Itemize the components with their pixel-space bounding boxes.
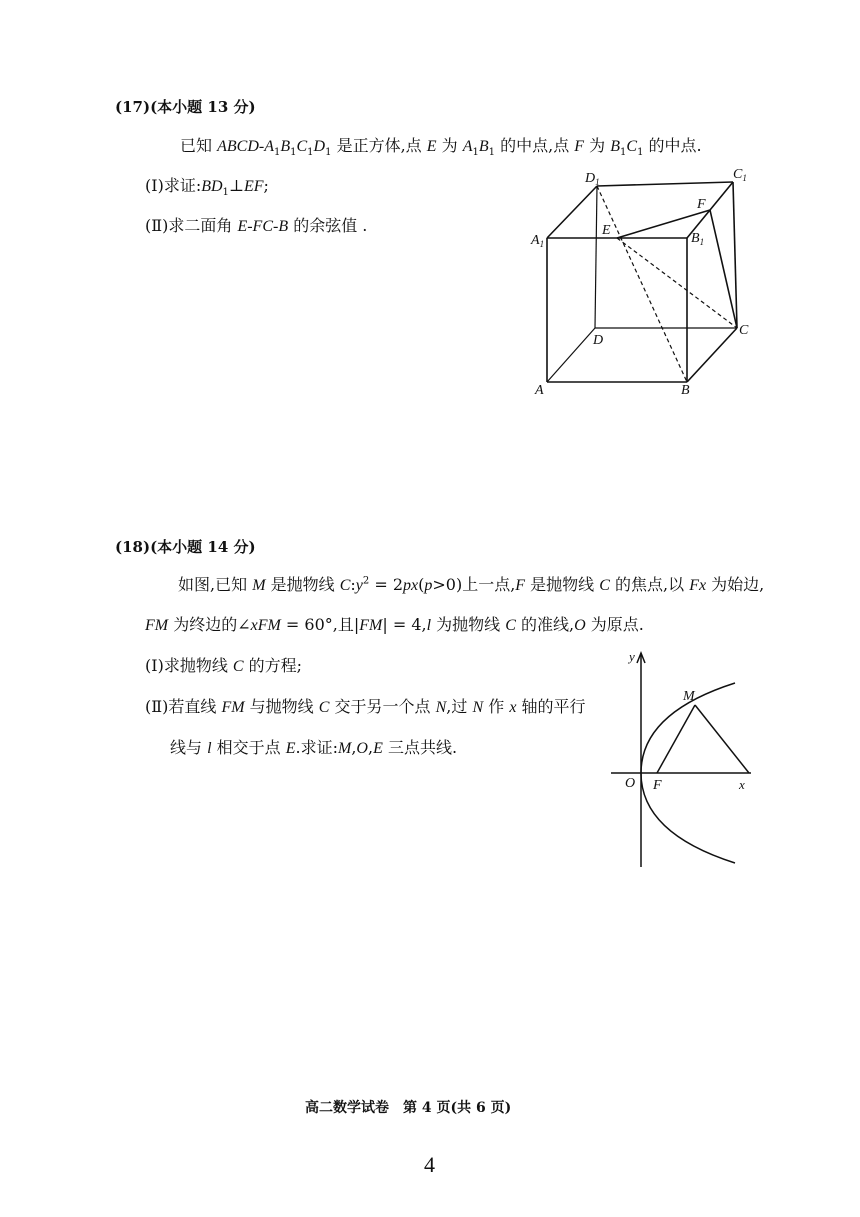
math: BD [201,178,223,195]
math: C [599,577,610,594]
text: 是抛物线 [525,575,600,594]
edge-d-a [547,328,595,382]
text: 与抛物线 [244,697,319,716]
label-b1: $B_1$ [691,231,705,247]
math: y [355,577,363,594]
text: 是正方体,点 [331,136,427,155]
math: O [574,617,586,634]
math: N [435,699,447,716]
text: , [351,738,357,757]
math: ABCD-A [217,138,274,155]
text: 的方程; [243,656,303,675]
part-number: (Ⅰ) [145,176,164,195]
label-y: y [629,649,635,664]
label-b: B [681,383,690,398]
text: 为抛物线 [431,615,506,634]
subscript: 1 [637,147,644,159]
math: ⊥ [228,176,244,195]
math: C [232,658,244,675]
math: Fx [689,577,707,594]
problem-18-part-2-line-2 [170,735,457,758]
math: FM [145,617,169,634]
text: 求证: [163,176,202,195]
text: 求抛物线 [163,656,233,675]
text: .求证: [295,738,338,757]
superscript: 2 [362,575,370,587]
math: B [478,138,489,155]
text: 的准线, [515,615,575,634]
subscript: 1 [290,147,297,159]
math: M [252,577,266,594]
label-c1: $C_1$ [733,167,747,183]
label-e: E [602,223,611,238]
text: 线与 [170,738,208,757]
label-x: x [739,777,745,792]
text: 的中点,点 [495,136,575,155]
label-d1: $D_1$ [585,171,600,187]
subscript: 1 [472,147,479,159]
problem-18-header: (18)(本小题 14 分) [115,538,256,556]
math: B [280,138,291,155]
text: 已知 [180,136,218,155]
text: 如图,已知 [178,575,253,594]
problem-18-part-1 [145,653,302,676]
text: ,过 [446,697,473,716]
edge-a1-d1 [547,186,597,238]
label-o: O [625,776,636,791]
text: = 60°,且| [280,615,360,634]
text: ( [418,575,425,594]
math: = 2 [369,575,404,594]
math: E-FC-B [237,218,289,235]
text: 的焦点,以 [609,575,690,594]
text: 为 [436,136,463,155]
math: O [356,740,368,757]
math: M [338,740,352,757]
problem-18-stem-line-1 [178,572,764,595]
math: B [610,138,621,155]
text: 作 [483,697,510,716]
parabola-figure [605,645,765,875]
math: E [373,740,383,757]
subscript: 1 [222,187,229,199]
label-d: D [593,333,604,348]
subscript: 1 [273,147,281,159]
page-footer: 高二数学试卷 第 4 页(共 6 页) [305,1100,512,1116]
cube-figure [525,160,765,405]
math: px [403,577,419,594]
segment-m-x [695,705,749,773]
subscript: 1 [307,147,314,159]
problem-17-header: (17)(本小题 13 分) [115,98,256,116]
label-c: C [739,323,749,338]
text: 为 [584,136,611,155]
segment-d1-b [597,186,687,382]
math: F [574,138,585,155]
problem-17-stem [180,133,702,158]
edge-d1-d [595,186,597,328]
subscript: 1 [620,147,627,159]
problem-18-part-2-line-1 [145,694,586,717]
math: F [515,577,526,594]
problem-17-part-2 [145,213,367,236]
part-number: (Ⅱ) [145,697,169,716]
math: EF [243,178,264,195]
subscript: 1 [488,147,496,159]
math: l [207,740,212,757]
math: l [426,617,432,634]
math: x [509,699,517,716]
text: 是抛物线 [265,575,340,594]
segment-f-m [657,705,695,773]
math: A [462,138,473,155]
text: : [350,575,356,594]
math: FM [221,699,245,716]
text: , [367,738,374,757]
label-a1: $A_1$ [531,233,545,249]
text: 为始边, [706,575,765,594]
problem-17-part-1 [145,173,269,198]
math: D [313,138,326,155]
label-m: M [683,689,695,704]
text: 轴的平行 [516,697,586,716]
text: 三点共线. [382,738,458,757]
edge-b-c [687,328,737,382]
math: N [472,699,484,716]
math: C [339,577,351,594]
text: 上一点, [462,575,516,594]
part-number: (Ⅰ) [145,656,164,675]
label-f: F [653,778,662,793]
math: C [505,617,516,634]
math: xFM [250,617,281,634]
math: C [626,138,638,155]
problem-18-stem-line-2 [145,612,644,635]
subscript: 1 [325,147,332,159]
math: E [285,740,296,757]
text: 为原点. [585,615,644,634]
edge-c1-c [733,182,737,328]
text: >0) [432,575,463,594]
text: ; [263,176,269,195]
math: E [426,138,437,155]
text: 求二面角 [168,216,238,235]
page-number: 4 [424,1152,435,1177]
text: 若直线 [168,697,222,716]
text: 为终边的∠ [168,615,251,634]
math: C [318,699,330,716]
text: 的中点. [643,136,702,155]
part-number: (Ⅱ) [145,216,169,235]
math: C [296,138,308,155]
label-a: A [535,383,544,398]
math: FM [359,617,383,634]
label-f: F [697,197,706,212]
edge-d1-c1 [597,182,733,186]
text: 交于另一个点 [329,697,436,716]
text: | = 4, [382,615,427,634]
text: 的余弦值 . [288,216,368,235]
math: p [424,577,433,594]
text: 相交于点 [211,738,286,757]
